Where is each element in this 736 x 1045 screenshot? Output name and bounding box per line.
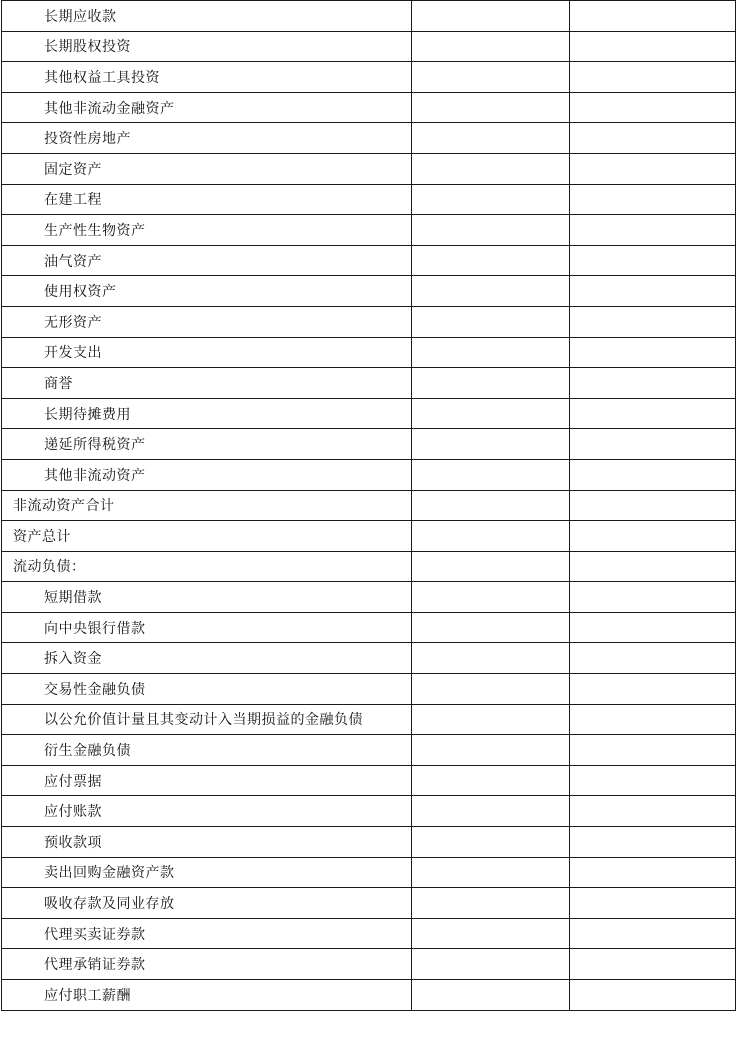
row-label: 在建工程 — [44, 192, 102, 209]
row-label: 无形资产 — [44, 314, 102, 331]
value-cell-current — [412, 215, 570, 246]
value-cell-previous — [570, 949, 736, 980]
table-row — [2, 337, 736, 368]
row-label: 拆入资金 — [44, 651, 102, 668]
row-label-cell — [2, 827, 412, 858]
value-cell-current — [412, 612, 570, 643]
value-cell-previous — [570, 368, 736, 399]
row-label-cell — [2, 765, 412, 796]
value-cell-current — [412, 796, 570, 827]
value-cell-current — [412, 276, 570, 307]
value-cell-previous — [570, 765, 736, 796]
row-label: 吸收存款及同业存放 — [44, 896, 175, 913]
table-row — [2, 888, 736, 919]
value-cell-previous — [570, 306, 736, 337]
row-label: 非流动资产合计 — [13, 498, 115, 515]
value-cell-current — [412, 459, 570, 490]
value-cell-current — [412, 123, 570, 154]
value-cell-current — [412, 980, 570, 1011]
row-label-cell — [2, 337, 412, 368]
value-cell-current — [412, 643, 570, 674]
value-cell-current — [412, 735, 570, 766]
table-row — [2, 643, 736, 674]
row-label: 商誉 — [44, 375, 73, 392]
table-row — [2, 612, 736, 643]
table-row — [2, 582, 736, 613]
row-label-cell — [2, 643, 412, 674]
value-cell-previous — [570, 980, 736, 1011]
table-row — [2, 368, 736, 399]
value-cell-previous — [570, 459, 736, 490]
value-cell-current — [412, 184, 570, 215]
value-cell-previous — [570, 153, 736, 184]
row-label-cell — [2, 123, 412, 154]
value-cell-previous — [570, 704, 736, 735]
table-row — [2, 215, 736, 246]
row-label: 投资性房地产 — [44, 131, 131, 148]
value-cell-current — [412, 1, 570, 32]
value-cell-current — [412, 582, 570, 613]
value-cell-previous — [570, 62, 736, 93]
row-label-cell — [2, 245, 412, 276]
value-cell-previous — [570, 643, 736, 674]
value-cell-previous — [570, 521, 736, 552]
row-label: 应付票据 — [44, 773, 102, 790]
value-cell-previous — [570, 184, 736, 215]
value-cell-previous — [570, 276, 736, 307]
row-label: 长期应收款 — [44, 8, 117, 25]
table-row — [2, 918, 736, 949]
row-label-cell — [2, 1, 412, 32]
row-label-cell — [2, 306, 412, 337]
row-label-cell — [2, 796, 412, 827]
table-row — [2, 980, 736, 1011]
table-row — [2, 123, 736, 154]
row-label: 短期借款 — [44, 590, 102, 607]
row-label: 使用权资产 — [44, 284, 117, 301]
value-cell-previous — [570, 735, 736, 766]
row-label: 预收款项 — [44, 834, 102, 851]
table-row — [2, 245, 736, 276]
row-label: 应付账款 — [44, 804, 102, 821]
value-cell-current — [412, 521, 570, 552]
value-cell-previous — [570, 1, 736, 32]
row-label: 代理买卖证券款 — [44, 926, 146, 943]
value-cell-current — [412, 92, 570, 123]
value-cell-current — [412, 153, 570, 184]
table-row — [2, 92, 736, 123]
table-row — [2, 62, 736, 93]
row-label: 油气资产 — [44, 253, 102, 270]
value-cell-previous — [570, 215, 736, 246]
row-label-cell — [2, 704, 412, 735]
value-cell-current — [412, 827, 570, 858]
row-label-cell — [2, 918, 412, 949]
row-label: 长期股权投资 — [44, 39, 131, 56]
row-label: 向中央银行借款 — [44, 620, 146, 637]
value-cell-current — [412, 704, 570, 735]
value-cell-current — [412, 62, 570, 93]
value-cell-current — [412, 674, 570, 705]
value-cell-previous — [570, 429, 736, 460]
row-label-cell — [2, 459, 412, 490]
value-cell-current — [412, 857, 570, 888]
value-cell-previous — [570, 918, 736, 949]
value-cell-previous — [570, 888, 736, 919]
value-cell-current — [412, 551, 570, 582]
table-row — [2, 153, 736, 184]
row-label-cell — [2, 612, 412, 643]
row-label: 开发支出 — [44, 345, 102, 362]
row-label-cell — [2, 215, 412, 246]
row-label: 长期待摊费用 — [44, 406, 131, 423]
row-label: 固定资产 — [44, 161, 102, 178]
row-label-cell — [2, 857, 412, 888]
value-cell-previous — [570, 582, 736, 613]
table-row — [2, 827, 736, 858]
row-label-cell — [2, 62, 412, 93]
value-cell-current — [412, 31, 570, 62]
row-label-cell — [2, 429, 412, 460]
value-cell-previous — [570, 674, 736, 705]
row-label-cell — [2, 31, 412, 62]
table-row — [2, 31, 736, 62]
value-cell-current — [412, 245, 570, 276]
row-label: 交易性金融负债 — [44, 681, 146, 698]
table-row — [2, 949, 736, 980]
table-row — [2, 765, 736, 796]
row-label: 以公允价值计量且其变动计入当期损益的金融负债 — [44, 712, 363, 729]
table-row — [2, 1, 736, 32]
value-cell-current — [412, 949, 570, 980]
row-label-cell — [2, 949, 412, 980]
row-label-cell — [2, 184, 412, 215]
row-label-cell — [2, 398, 412, 429]
row-label: 递延所得税资产 — [44, 437, 146, 454]
table-row — [2, 735, 736, 766]
row-label-cell — [2, 888, 412, 919]
value-cell-current — [412, 368, 570, 399]
table-row — [2, 429, 736, 460]
row-label-cell — [2, 368, 412, 399]
row-label: 应付职工薪酬 — [44, 987, 131, 1004]
table-row — [2, 521, 736, 552]
value-cell-previous — [570, 612, 736, 643]
table-row — [2, 276, 736, 307]
value-cell-current — [412, 429, 570, 460]
table-row — [2, 490, 736, 521]
table-row — [2, 398, 736, 429]
table-row — [2, 704, 736, 735]
row-label-cell — [2, 92, 412, 123]
row-label: 代理承销证券款 — [44, 957, 146, 974]
row-label-cell — [2, 521, 412, 552]
row-label-cell — [2, 735, 412, 766]
row-label: 其他权益工具投资 — [44, 69, 160, 86]
row-label-cell — [2, 490, 412, 521]
value-cell-previous — [570, 92, 736, 123]
value-cell-current — [412, 765, 570, 796]
table-row — [2, 674, 736, 705]
value-cell-previous — [570, 123, 736, 154]
value-cell-previous — [570, 796, 736, 827]
table-row — [2, 796, 736, 827]
row-label-cell — [2, 980, 412, 1011]
value-cell-previous — [570, 31, 736, 62]
balance-sheet-table — [1, 0, 736, 1011]
value-cell-current — [412, 306, 570, 337]
table-row — [2, 459, 736, 490]
table-row — [2, 306, 736, 337]
value-cell-previous — [570, 398, 736, 429]
value-cell-current — [412, 398, 570, 429]
row-label: 卖出回购金融资产款 — [44, 865, 175, 882]
row-label: 其他非流动资产 — [44, 467, 146, 484]
row-label-cell — [2, 551, 412, 582]
row-label: 生产性生物资产 — [44, 222, 146, 239]
balance-sheet-body — [2, 1, 736, 1011]
value-cell-previous — [570, 827, 736, 858]
row-label: 流动负债： — [13, 559, 86, 576]
value-cell-current — [412, 490, 570, 521]
value-cell-current — [412, 888, 570, 919]
row-label-cell — [2, 674, 412, 705]
value-cell-previous — [570, 551, 736, 582]
row-label-cell — [2, 276, 412, 307]
row-label-cell — [2, 582, 412, 613]
value-cell-previous — [570, 857, 736, 888]
table-row — [2, 184, 736, 215]
value-cell-current — [412, 918, 570, 949]
value-cell-current — [412, 337, 570, 368]
table-row — [2, 551, 736, 582]
value-cell-previous — [570, 337, 736, 368]
row-label: 衍生金融负债 — [44, 743, 131, 760]
value-cell-previous — [570, 490, 736, 521]
row-label: 资产总计 — [13, 528, 71, 545]
row-label: 其他非流动金融资产 — [44, 100, 175, 117]
value-cell-previous — [570, 245, 736, 276]
row-label-cell — [2, 153, 412, 184]
table-row — [2, 857, 736, 888]
